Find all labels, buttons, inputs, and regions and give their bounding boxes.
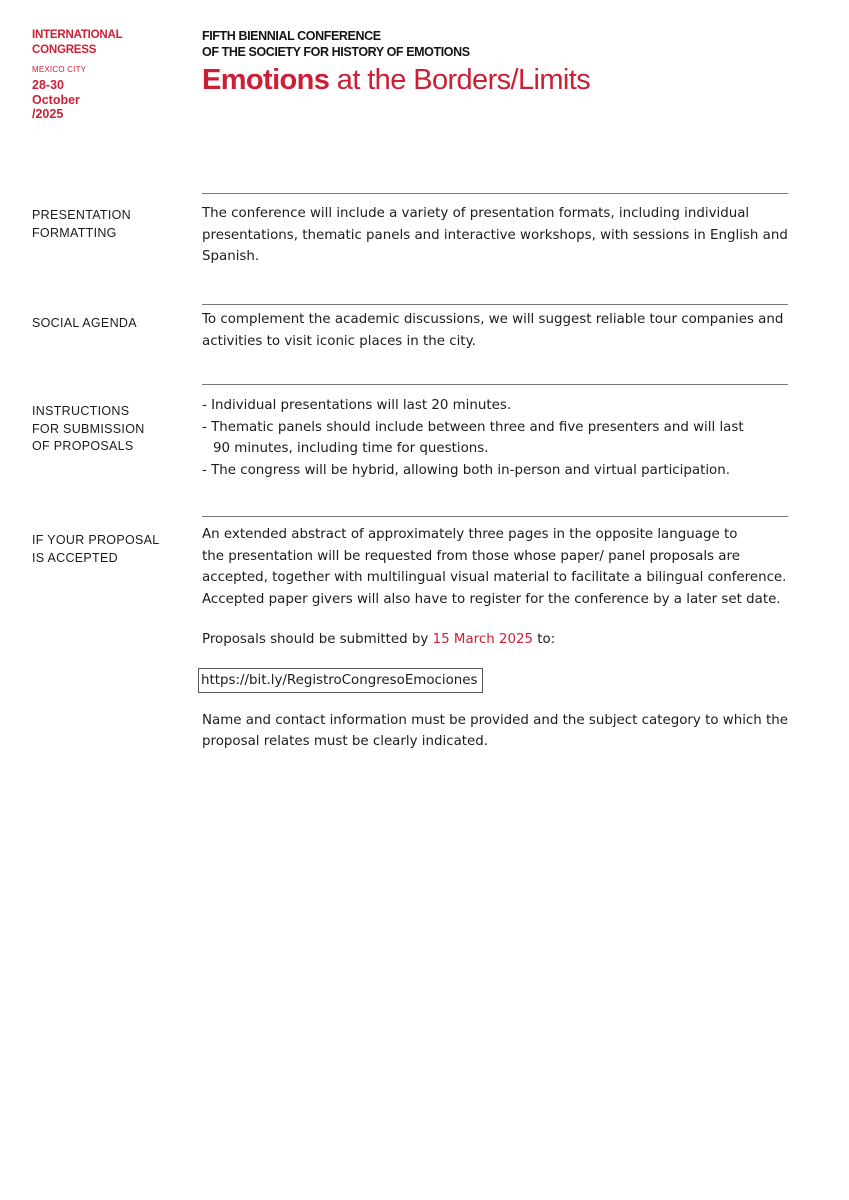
section-text: To complement the academic discussions, we will suggest reliable tour companies and activities to visit iconic places in the city. bbox=[202, 312, 784, 349]
city-label: MEXICO CITY bbox=[32, 65, 87, 74]
abstract-text-line: Accepted paper givers will also have to register for the conference by a later set date. bbox=[202, 591, 781, 607]
section-body-if-accepted bbox=[202, 524, 822, 753]
deadline-date: 15 March 2025 bbox=[432, 632, 534, 647]
header-line-2: OF THE SOCIETY FOR HISTORY OF EMOTIONS bbox=[202, 45, 470, 59]
closing-text: Name and contact information must be provided and the subject category to which the proposal relates must be clearly indicated. bbox=[202, 712, 789, 749]
registration-link[interactable]: https://bit.ly/RegistroCongresoEmociones bbox=[198, 668, 483, 693]
section-label-instructions: INSTRUCTIONS FOR SUBMISSION OF PROPOSALS bbox=[32, 404, 145, 453]
section-body-instructions bbox=[202, 395, 802, 481]
header-line-1: FIFTH BIENNIAL CONFERENCE bbox=[202, 29, 381, 43]
section-divider bbox=[202, 516, 788, 517]
congress-label: INTERNATIONAL CONGRESS bbox=[32, 29, 123, 56]
section-text: The conference will include a variety of presentation formats, including individual presentations, thematic panels and interactive workshops, with sessions in English and Spanish. bbox=[202, 206, 788, 264]
instruction-item: 90 minutes, including time for questions. bbox=[213, 441, 489, 456]
congress-sidebar bbox=[32, 28, 162, 122]
title-emphasis: Emotions bbox=[202, 64, 330, 96]
instruction-item: - The congress will be hybrid, allowing both in-person and virtual participation. bbox=[202, 462, 730, 478]
section-label-social-agenda: SOCIAL AGENDA bbox=[32, 316, 137, 330]
section-label-presentation-formatting: PRESENTATION FORMATTING bbox=[32, 208, 131, 240]
instruction-item: - Thematic panels should include between three and five presenters and will last bbox=[202, 419, 744, 435]
abstract-text-line: the presentation will be requested from those whose paper/ panel proposals are bbox=[202, 548, 740, 564]
deadline-suffix: to: bbox=[533, 632, 556, 647]
deadline-prefix: Proposals should be submitted by bbox=[202, 632, 433, 647]
abstract-text-line: accepted, together with multilingual visual material to facilitate a bilingual conference. bbox=[202, 570, 787, 585]
instruction-item: - Individual presentations will last 20 minutes. bbox=[202, 398, 512, 413]
deadline-text bbox=[202, 629, 822, 651]
conference-header bbox=[202, 28, 802, 97]
section-label-if-accepted: IF YOUR PROPOSAL IS ACCEPTED bbox=[32, 533, 160, 565]
section-divider bbox=[202, 384, 788, 385]
title-rest: at the Borders/Limits bbox=[329, 64, 591, 96]
section-body-social-agenda bbox=[202, 309, 792, 352]
section-divider bbox=[202, 193, 788, 194]
section-divider bbox=[202, 304, 788, 305]
section-body-presentation-formatting bbox=[202, 203, 788, 268]
date-label: 28-30 October /2025 bbox=[32, 78, 80, 121]
abstract-text-line: An extended abstract of approximately three pages in the opposite language to bbox=[202, 527, 738, 542]
conference-title bbox=[202, 63, 802, 97]
